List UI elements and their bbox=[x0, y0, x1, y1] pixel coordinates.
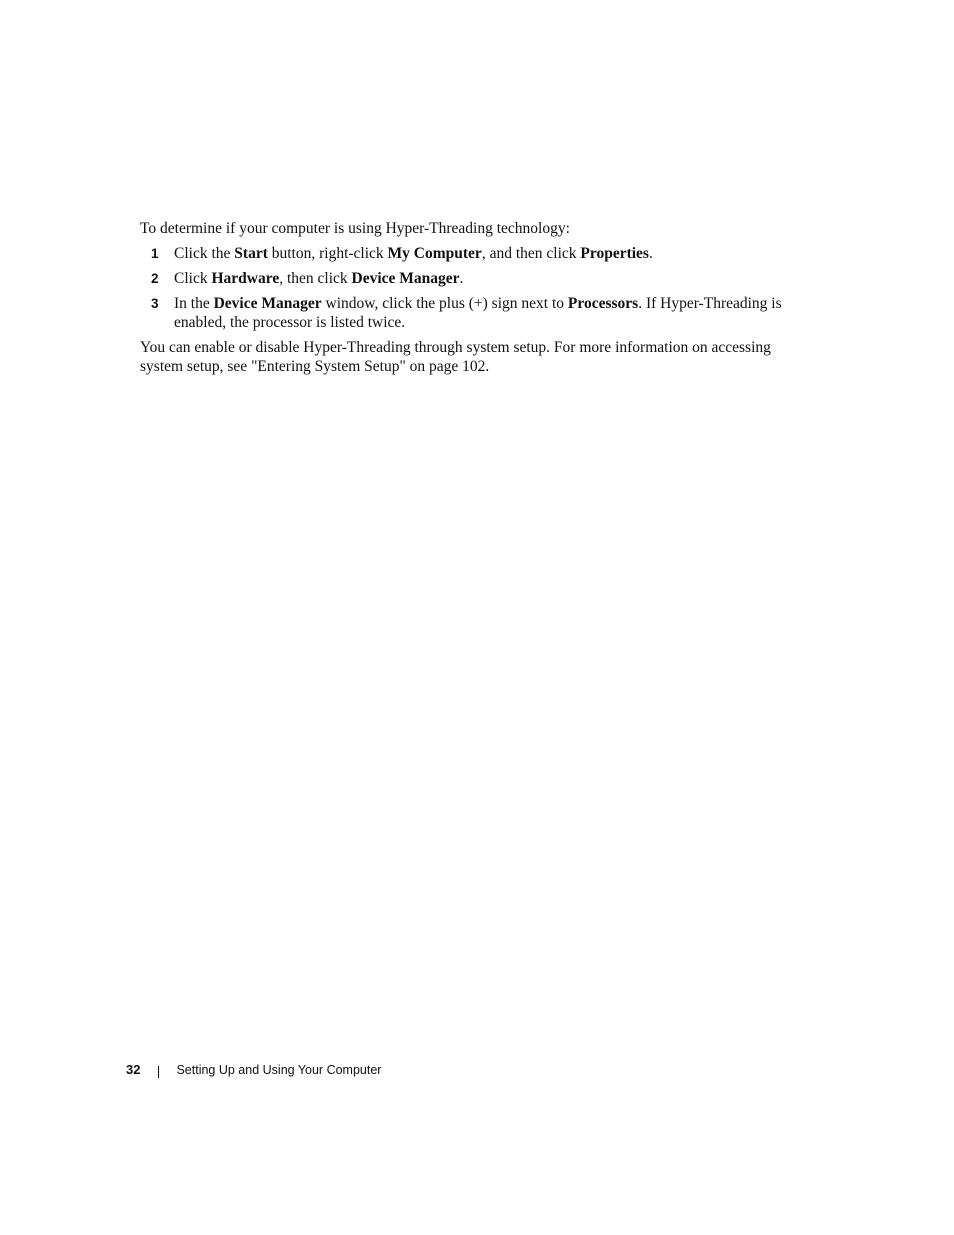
page-number: 32 bbox=[126, 1062, 141, 1077]
step-text: , then click bbox=[279, 270, 352, 287]
ui-term-start: Start bbox=[234, 245, 268, 262]
page-content bbox=[140, 219, 800, 376]
step-text: Click bbox=[174, 270, 212, 287]
step-number: 1 bbox=[151, 246, 159, 261]
page-footer bbox=[126, 1061, 381, 1079]
step-3 bbox=[140, 294, 800, 332]
step-text: , and then click bbox=[481, 245, 581, 262]
section-title: Setting Up and Using Your Computer bbox=[176, 1063, 382, 1077]
step-1 bbox=[140, 244, 800, 263]
ui-term-my-computer: My Computer bbox=[387, 245, 482, 262]
step-number: 3 bbox=[151, 296, 159, 311]
step-text: . bbox=[648, 245, 653, 262]
step-2 bbox=[140, 269, 800, 288]
step-text: button, right-click bbox=[267, 245, 388, 262]
step-text: In the bbox=[174, 295, 214, 312]
step-text: window, click the plus (+) sign next to bbox=[321, 295, 568, 312]
ui-term-device-manager: Device Manager bbox=[213, 295, 322, 312]
ui-term-hardware: Hardware bbox=[211, 270, 280, 287]
step-number: 2 bbox=[151, 271, 159, 286]
step-text: . bbox=[459, 270, 464, 287]
step-text: . If Hyper-Threading is enabled, the processor is listed twice. bbox=[174, 295, 782, 331]
ui-term-properties: Properties bbox=[580, 245, 649, 262]
step-text: Click the bbox=[174, 245, 235, 262]
closing-paragraph: You can enable or disable Hyper-Threading through system setup. For more information on accessing system setup, see "Entering System Setup" on page 102. bbox=[140, 339, 771, 375]
ui-term-device-manager: Device Manager bbox=[351, 270, 460, 287]
intro-paragraph: To determine if your computer is using Hyper-Threading technology: bbox=[140, 220, 570, 237]
ui-term-processors: Processors bbox=[567, 295, 639, 312]
footer-separator bbox=[158, 1066, 159, 1078]
numbered-steps-list bbox=[140, 244, 800, 332]
